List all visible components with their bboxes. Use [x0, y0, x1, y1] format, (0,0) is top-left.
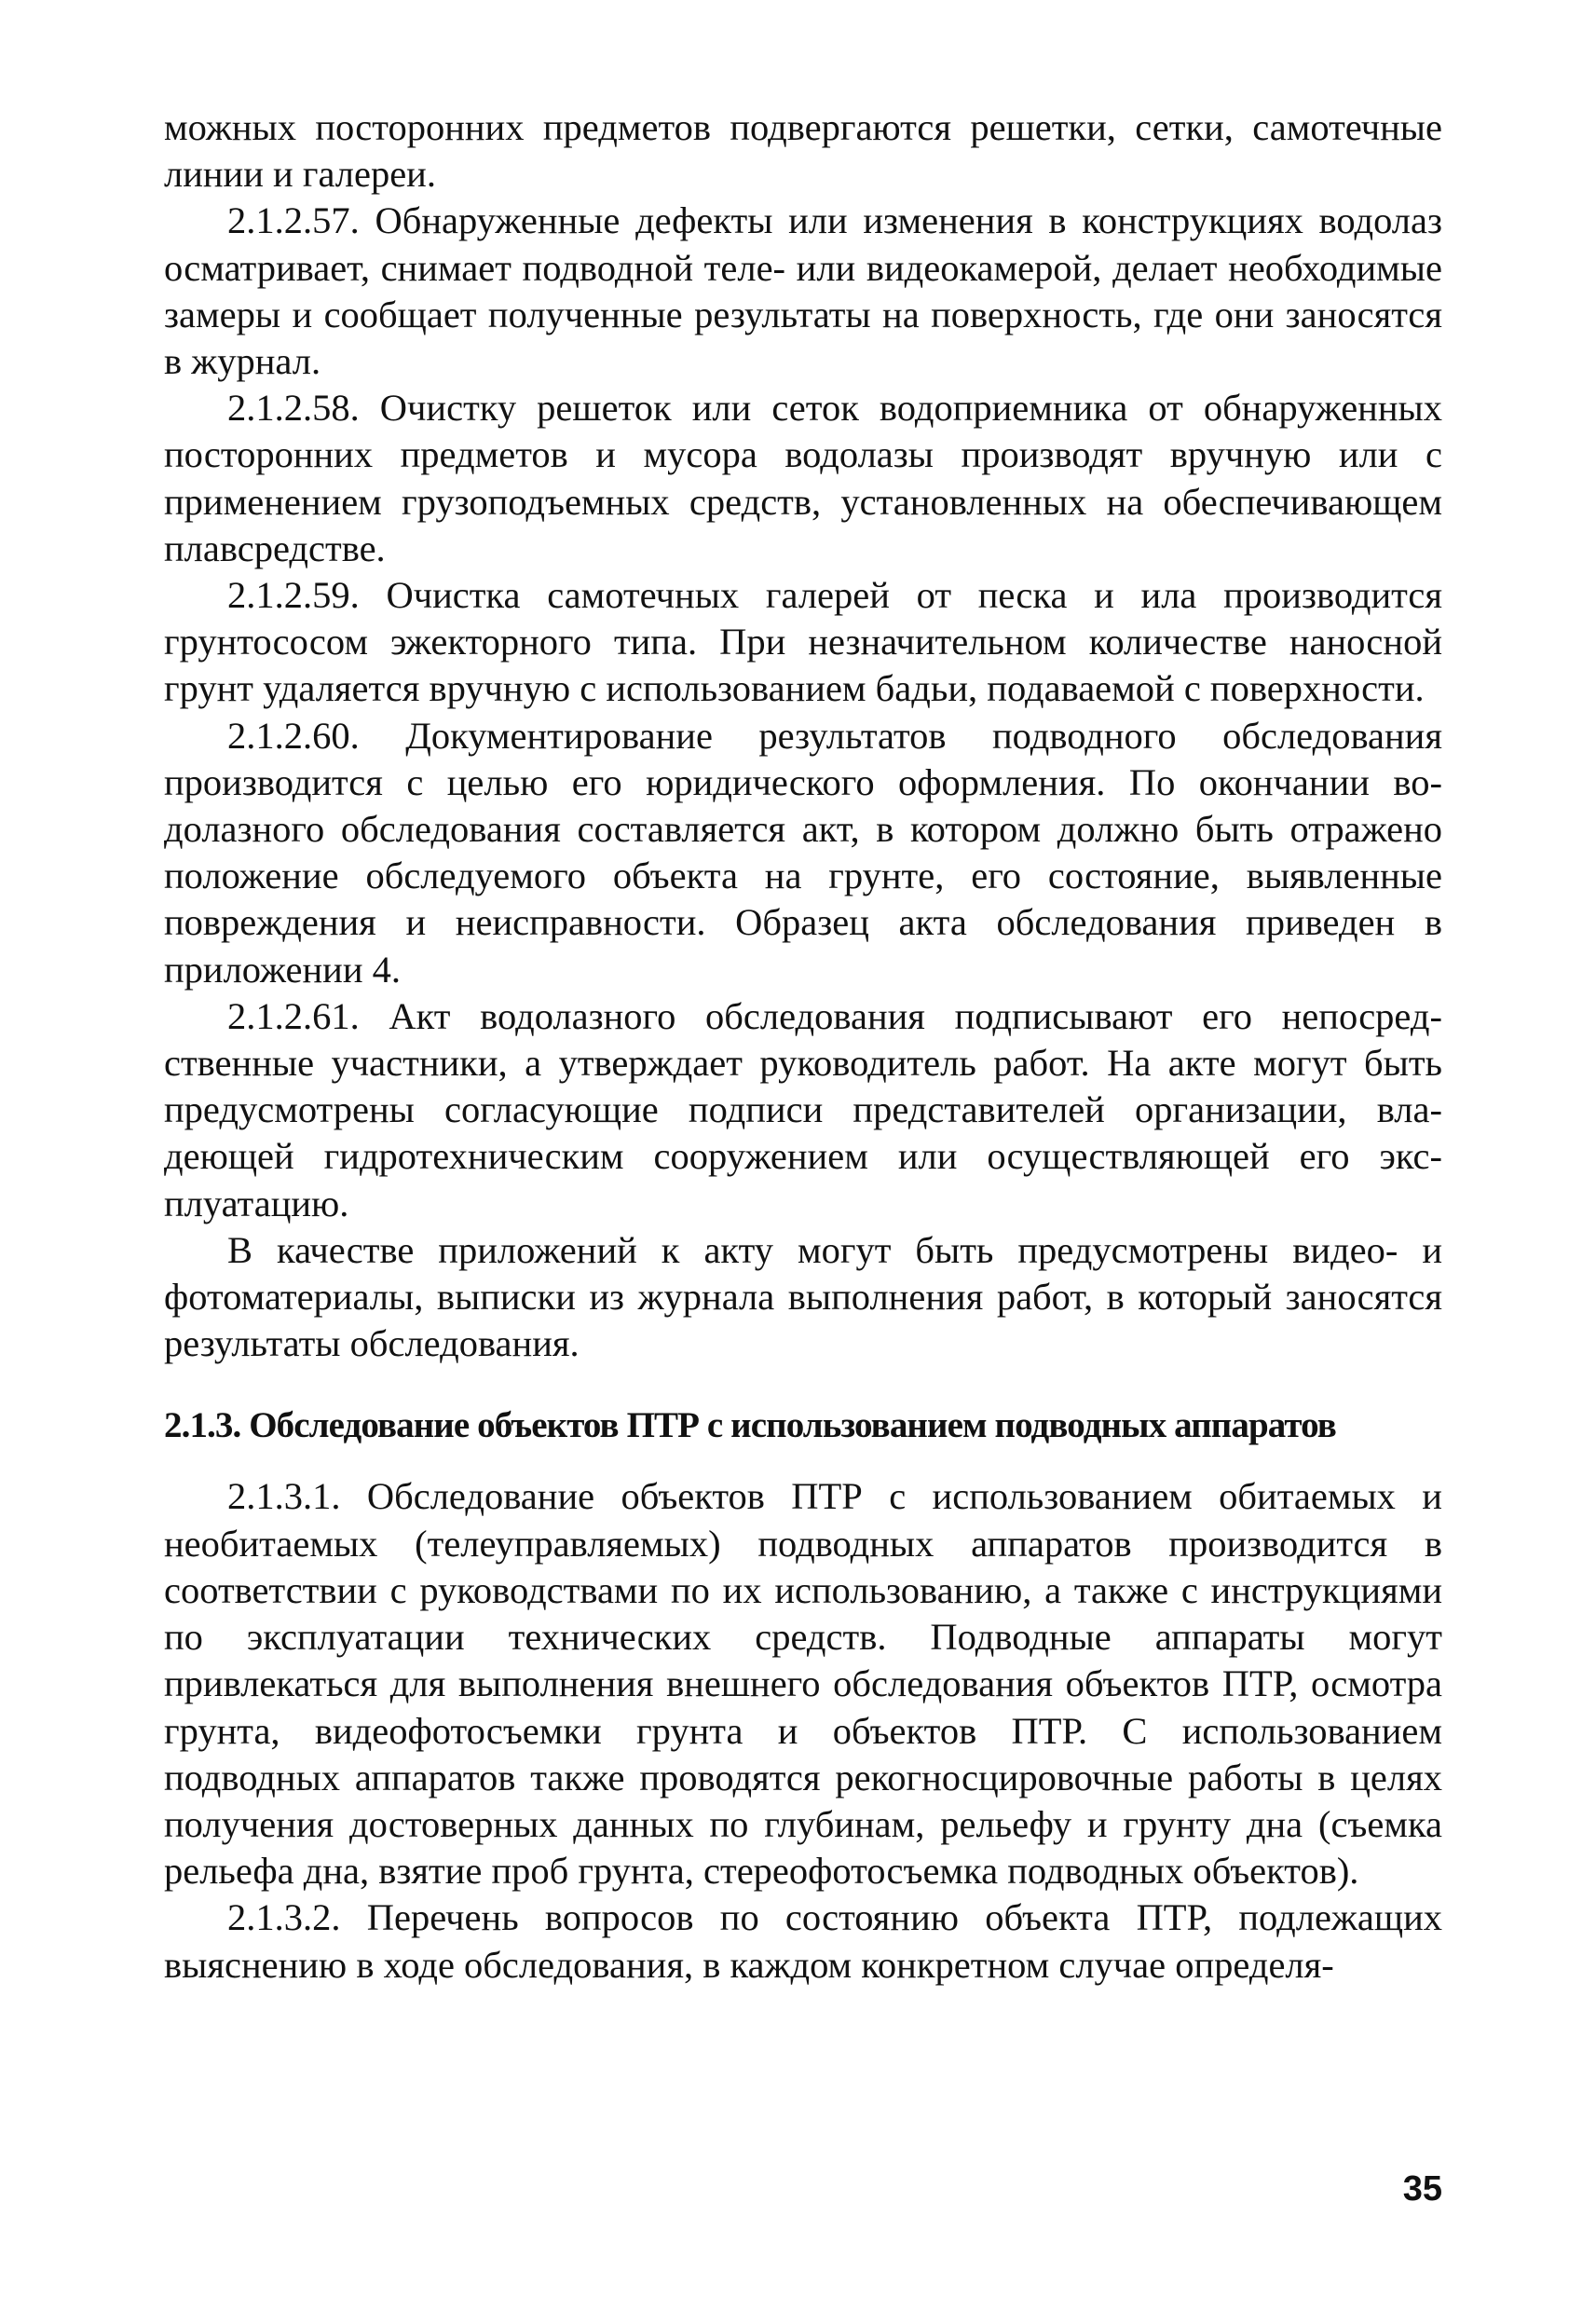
page-content — [164, 104, 1442, 1989]
paragraph-2-1-3-1: 2.1.3.1. Обследование объектов ПТР с использованием обитаемых и необитаемых (телеуправляемых) подводных аппаратов производится в соответствии с руководствами по их использованию, а также с инструкциями по эксплуатации технических средств. Подводные аппараты могут привлекаться для выполнения внешнего обследования объектов ПТР, осмотра грунта, видеофотосъемки грунта и объектов ПТР. С использованием подводных аппаратов также проводятся рекогносцировочные работы в целях получения достоверных данных по глубинам, рельефу и грунту дна (съемка рельефа дна, взятие проб грунта, стереофотосъемка подводных объектов). — [164, 1475, 1442, 1893]
section-heading-2-1-3: 2.1.3. Обследование объектов ПТР с использованием подводных аппаратов — [164, 1405, 1336, 1446]
paragraph-attachments: В качестве приложений к акту могут быть предусмотрены видео- и фотоматериалы, выписки из журнала выполнения работ, в который заносятся результаты обследования. — [164, 1228, 1442, 1365]
page-number: 35 — [1402, 2169, 1442, 2208]
paragraph-2-1-2-58: 2.1.2.58. Очистку решеток или сеток водоприемника от обнаруженных посторонних предметов и мусора водолазы производят вручную или с применением грузоподъемных средств, установленных на обеспечивающем плавсредстве. — [164, 387, 1442, 569]
paragraph-2-1-3-2: 2.1.3.2. Перечень вопросов по состоянию объекта ПТР, подлежащих выяснению в ходе обследования, в каждом конкретном случае определя- — [164, 1896, 1442, 1986]
paragraph-2-1-2-60: 2.1.2.60. Документирование результатов подводного обследования производится с целью его юридического оформления. По окончании водолазного обследования составляется акт, в котором должно быть отражено положение обследуемого объекта на грунте, его состояние, выявленные повреждения и неисправности. Образец акта обследования приведен в приложении 4. — [164, 714, 1442, 991]
paragraph-continuation: можных посторонних предметов подвергаются решетки, сетки, самотечные линии и галереи. — [164, 106, 1442, 196]
paragraph-2-1-2-57: 2.1.2.57. Обнаруженные дефекты или изменения в конструкциях водолаз осматривает, снимает подводной теле- или видеокамерой, делает необходимые замеры и сообщает полученные результаты на поверхность, где они заносятся в журнал. — [164, 199, 1442, 383]
paragraph-2-1-2-59: 2.1.2.59. Очистка самотечных галерей от песка и ила производится грунтососом эжекторного типа. При незначительном количестве наносной грунт удаляется вручную с использованием бадьи, подаваемой с поверхности. — [164, 574, 1442, 710]
paragraph-2-1-2-61: 2.1.2.61. Акт водолазного обследования подписывают его непосредственные участники, а утверждает руководитель работ. На акте могут быть предусмотрены согласующие подписи представителей организации, владеющей гидротехническим сооружением или осуществляющей его эксплуатацию. — [164, 994, 1442, 1224]
